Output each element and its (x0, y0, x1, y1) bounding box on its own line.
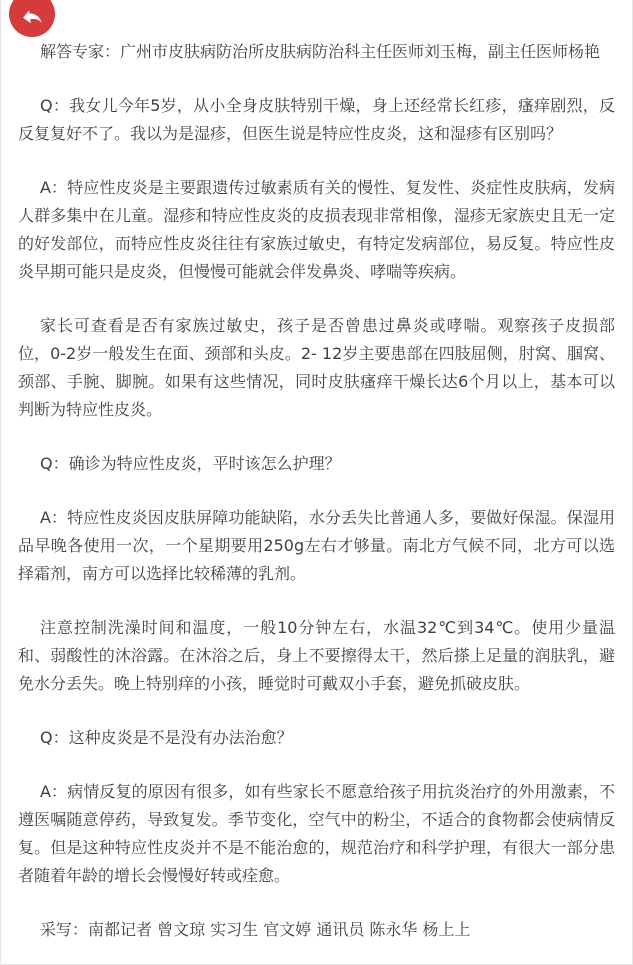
answer-paragraph-1: A：特应性皮炎是主要跟遗传过敏素质有关的慢性、复发性、炎症性皮肤病，发病人群多集中在儿童。湿疹和特应性皮炎的皮损表现非常相像，湿疹无家族史且无一定的好发部位，而特应性皮炎往往有家族过敏史，有特定发病部位，易反复。特应性皮炎早期可能只是皮炎，但慢慢可能就会伴发鼻炎、哮喘等疾病。 (18, 178, 615, 281)
question-paragraph-3: Q：这种皮炎是不是没有办法治愈？ (40, 728, 293, 747)
reporters-byline: 采写：南都记者 曾文琼 实习生 官文婷 通讯员 陈永华 杨上上 (40, 920, 471, 939)
answer-paragraph-1b: 家长可查看是否有家族过敏史，孩子是否曾患过鼻炎或哮喘。观察孩子皮损部位，0-2岁一般发生在面、颈部和头皮。2- 12岁主要患部在四肢屈侧，肘窝、腘窝、颈部、手腕、脚腕。如果有这些情况，同时皮肤瘙痒干燥长达6个月以上，基本可以判断为特应性皮炎。 (18, 316, 615, 419)
question-paragraph-1: Q：我女儿今年5岁，从小全身皮肤特别干燥，身上还经常长红疹，瘙痒剧烈，反反复复好不了。我以为是湿疹，但医生说是特应性皮炎，这和湿疹有区别吗？ (18, 96, 615, 143)
article-body (1, 0, 632, 964)
question-paragraph-2: Q：确诊为特应性皮炎，平时该怎么护理？ (40, 454, 341, 473)
answer-paragraph-2: A：特应性皮炎因皮肤屏障功能缺陷，水分丢失比普通人多，要做好保湿。保湿用品早晚各使用一次，一个星期要用250g左右才够量。南北方气候不同，北方可以选择霜剂，南方可以选择比较稀薄的乳剂。 (18, 508, 615, 583)
answer-paragraph-3: A：病情反复的原因有很多，如有些家长不愿意给孩子用抗炎治疗的外用激素，不遵医嘱随意停药，导致复发。季节变化，空气中的粉尘，不适合的食物都会使病情反复。但是这种特应性皮炎并不是不能治愈的，规范治疗和科学护理，有很大一部分患者随着年龄的增长会慢慢好转或痊愈。 (18, 782, 615, 885)
experts-byline: 解答专家：广州市皮肤病防治所皮肤病防治科主任医师刘玉梅，副主任医师杨艳 (40, 42, 601, 61)
answer-paragraph-2b: 注意控制洗澡时间和温度，一般10分钟左右，水温32℃到34℃。使用少量温和、弱酸性的沐浴露。在沐浴之后，身上不要擦得太干，然后搽上足量的润肤乳，避免水分丢失。晚上特别痒的小孩，睡觉时可戴双小手套，避免抓破皮肤。 (18, 618, 615, 693)
back-arrow-icon (20, 0, 44, 29)
